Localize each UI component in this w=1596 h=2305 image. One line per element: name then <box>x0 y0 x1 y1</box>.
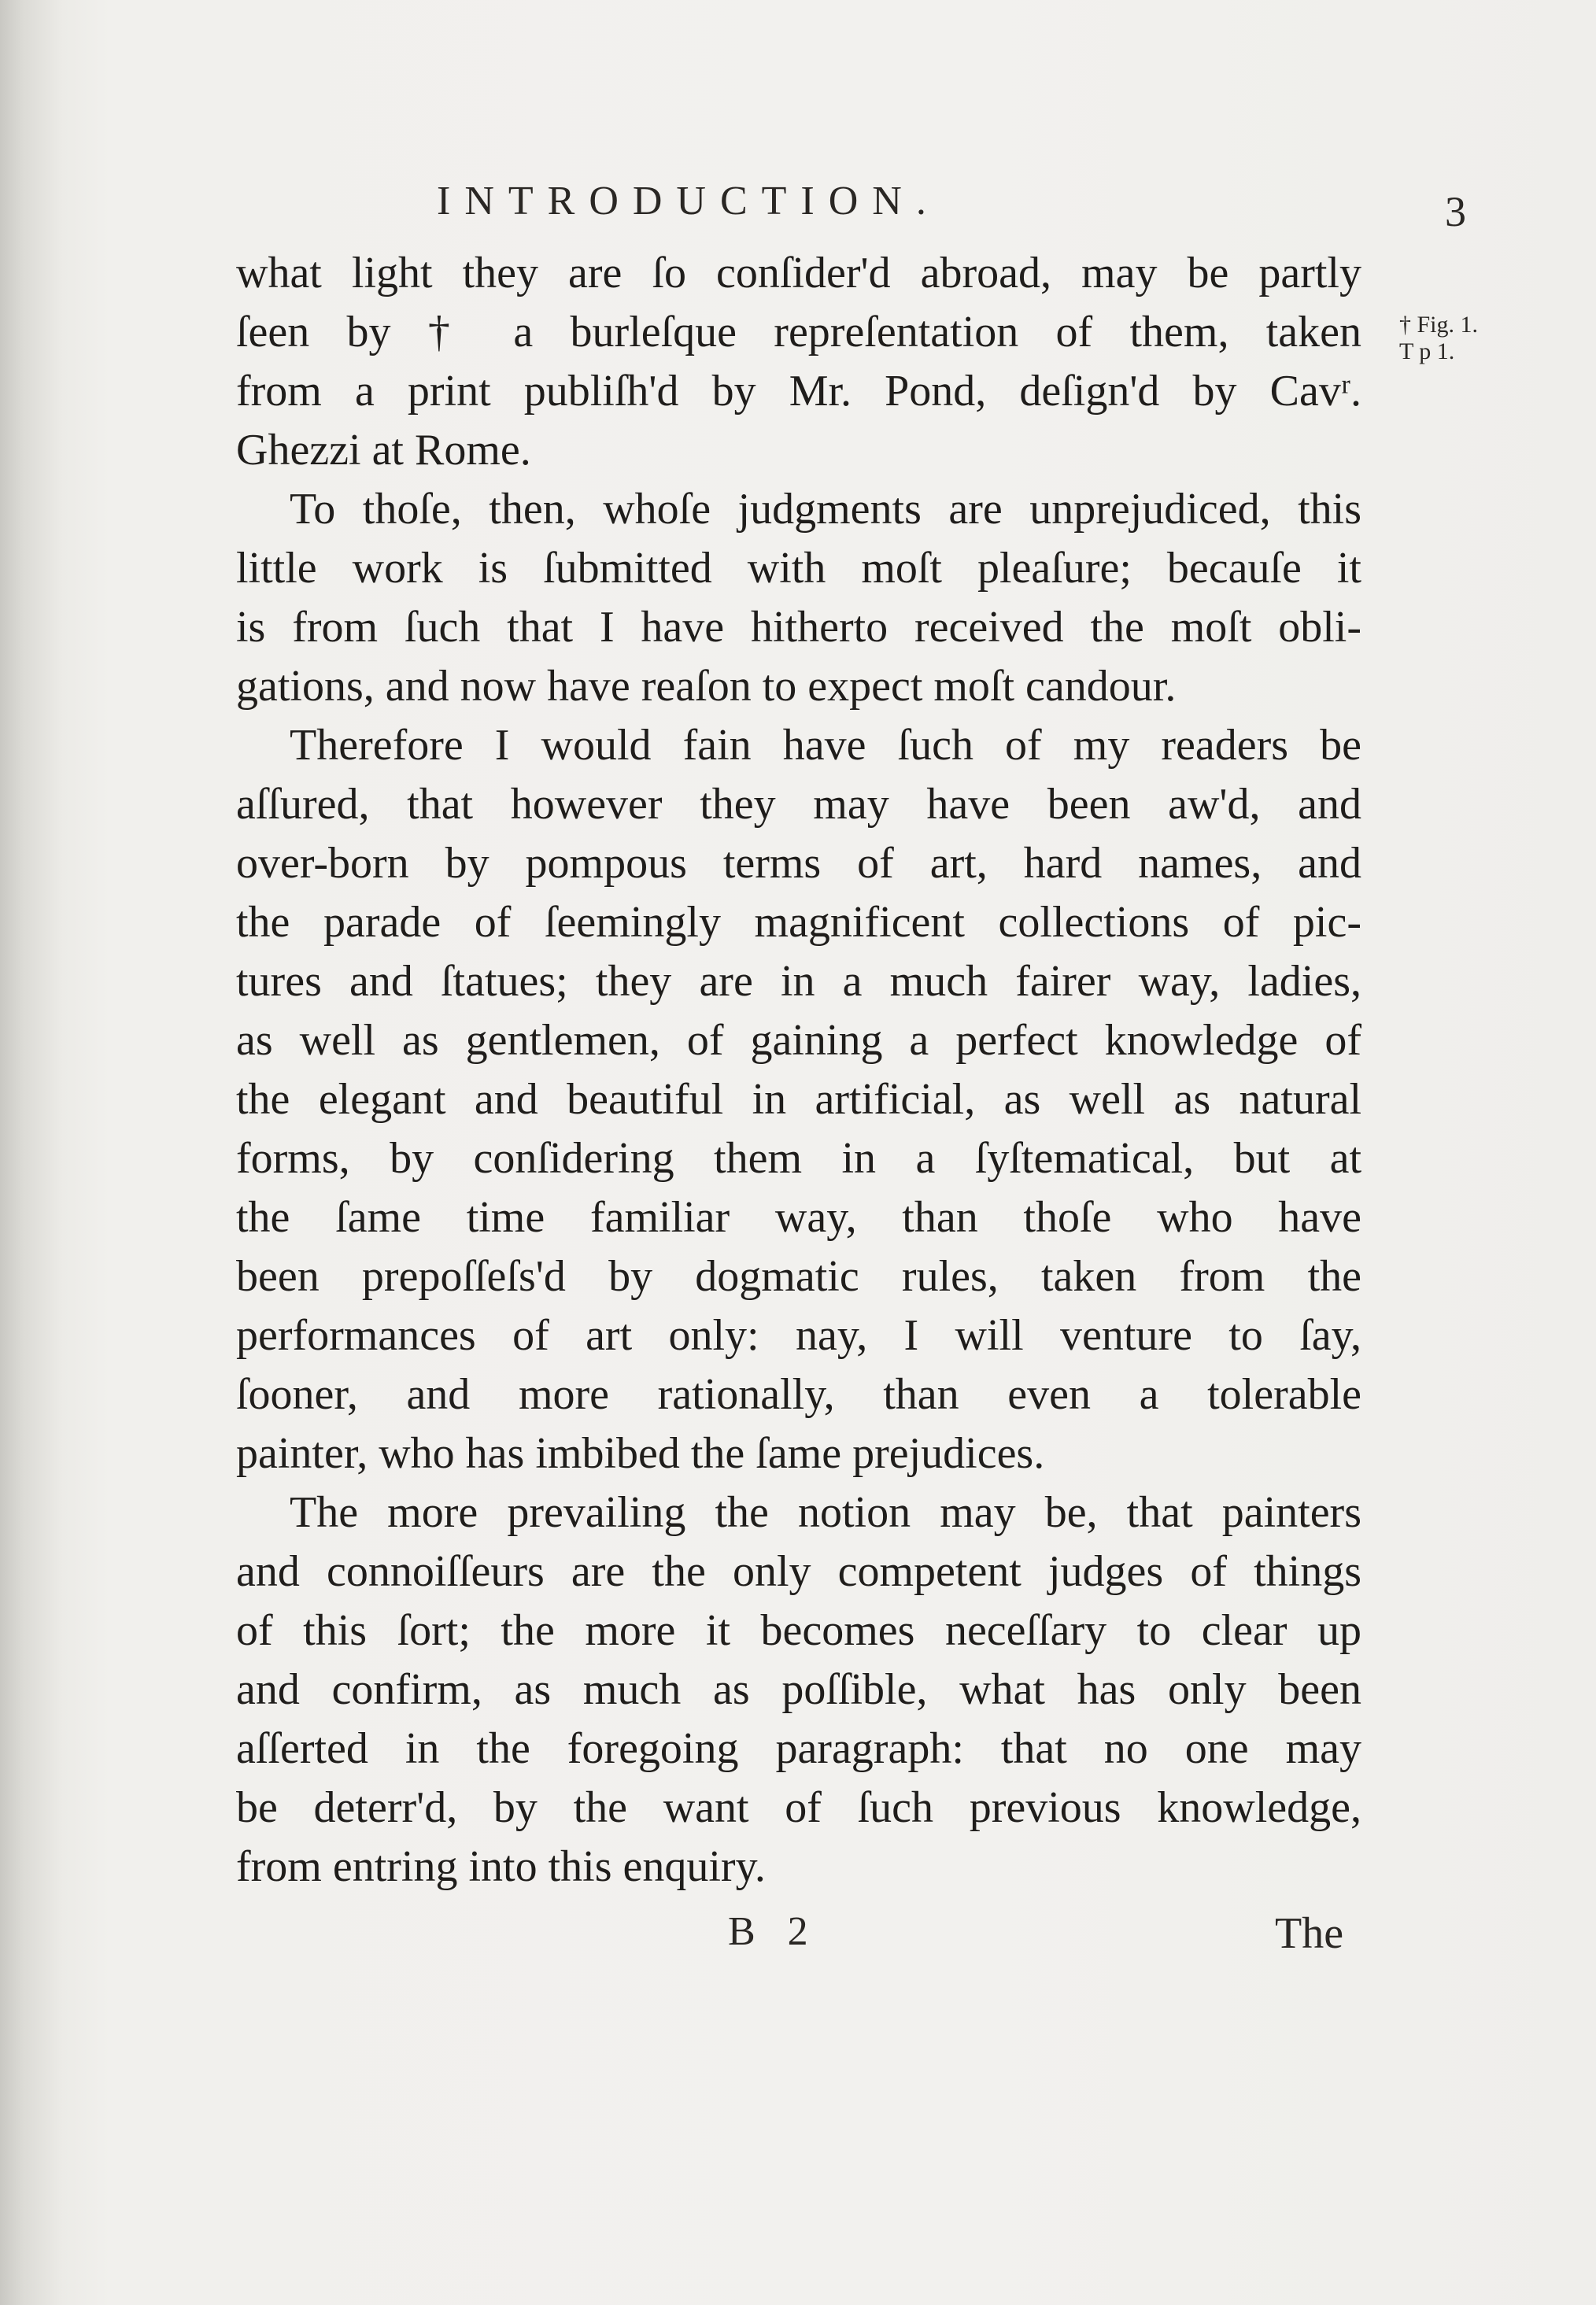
text-line: been prepoſſeſs'd by dogmatic rules, taken from the <box>236 1252 1361 1301</box>
text-line: forms, by conſidering them in a ſyſtematical, but at <box>236 1134 1361 1183</box>
text-line: aſſerted in the foregoing paragraph: that no one may <box>236 1724 1361 1773</box>
text-line: aſſured, that however they may have been aw'd, and <box>236 780 1361 829</box>
text-line: The more prevailing the notion may be, that painters <box>290 1488 1361 1537</box>
text-line: little work is ſubmitted with moſt pleaſure; becauſe it <box>236 544 1361 593</box>
body-text <box>236 244 1361 1897</box>
text-line: from a print publiſh'd by Mr. Pond, deſign'd by Cavʳ. <box>236 367 1361 416</box>
text-line: be deterr'd, by the want of ſuch previous knowledge, <box>236 1783 1361 1832</box>
text-line: To thoſe, then, whoſe judgments are unprejudiced, this <box>290 485 1361 534</box>
text-line: is from ſuch that I have hitherto received the moſt obli- <box>236 603 1361 652</box>
text-line: what light they are ſo conſider'd abroad, may be partly <box>236 249 1361 297</box>
text-line: and confirm, as much as poſſible, what has only been <box>236 1665 1361 1714</box>
page-number: 3 <box>1445 188 1466 235</box>
catchword: The <box>1275 1909 1344 1958</box>
signature-mark: B 2 <box>728 1909 819 1954</box>
marginal-note <box>1399 312 1478 365</box>
marginal-note-line: † Fig. 1. <box>1399 312 1479 338</box>
text-line: Therefore I would fain have ſuch of my readers be <box>290 721 1361 770</box>
text-line: the parade of ſeemingly magnificent collections of pic- <box>236 898 1361 947</box>
text-line: as well as gentlemen, of gaining a perfect knowledge of <box>236 1016 1361 1065</box>
text-line: gations, and now have reaſon to expect moſt candour. <box>236 662 1177 711</box>
text-line: tures and ſtatues; they are in a much fairer way, ladies, <box>236 957 1361 1006</box>
text-line: performances of art only: nay, I will venture to ſay, <box>236 1311 1361 1360</box>
text-line: painter, who has imbibed the ſame prejudices. <box>236 1429 1045 1478</box>
text-line: ſeen by † a burleſque repreſentation of them, taken <box>236 308 1361 356</box>
text-line: of this ſort; the more it becomes neceſſary to clear up <box>236 1606 1361 1655</box>
text-line: the elegant and beautiful in artificial, as well as natural <box>236 1075 1361 1124</box>
text-line: over-born by pompous terms of art, hard names, and <box>236 839 1361 888</box>
text-line: and connoiſſeurs are the only competent judges of things <box>236 1547 1361 1596</box>
text-line: the ſame time familiar way, than thoſe who have <box>236 1193 1361 1242</box>
text-line: Ghezzi at Rome. <box>236 426 531 475</box>
marginal-note-line: T p 1. <box>1399 338 1455 364</box>
running-title: INTRODUCTION. <box>437 179 940 223</box>
text-line: from entring into this enquiry. <box>236 1842 766 1891</box>
text-line: ſooner, and more rationally, than even a tolerable <box>236 1370 1361 1419</box>
